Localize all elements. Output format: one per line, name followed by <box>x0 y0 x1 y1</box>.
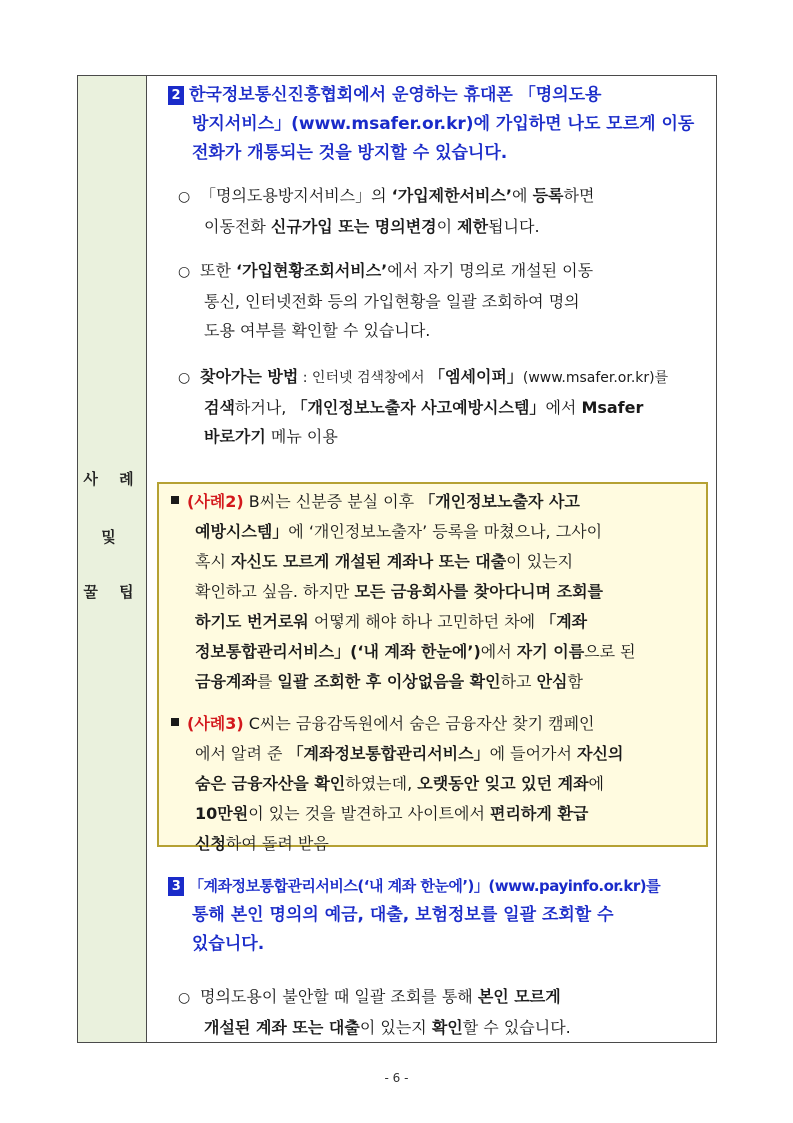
case-2: (사례2) B씨는 신분증 분실 이후 「개인정보노출자 사고 예방시스템」에 ‘개인정보노출자’ 등록을 마쳤으나, 그사이 혹시 자신도 모르게 개설된 계좌나 또는 대출이 있는지 확인하고 싶음. 하지만 모든 금융회사를 찾아다니며 조회를 하기도 번거로워 어떻게 해야 하나 고민하던 차에 「계좌 정보통합관리서비스」(‘내 계좌 한눈에’)에서 자기 이름으로 된 금융계좌를 일괄 조회한 후 이상없음을 확인하고 안심함 <box>171 487 696 697</box>
side-label-case: 사 례 <box>83 470 142 488</box>
case-examples-box <box>157 482 708 853</box>
side-column <box>78 76 147 1042</box>
circle-bullet-icon: ○ <box>178 189 191 205</box>
section-number-3: 3 <box>168 877 184 896</box>
bullet-subscription-status: ○ 또한 ‘가입현황조회서비스’에서 자기 명의로 개설된 이동 통신, 인터넷전화 등의 가입현황을 일괄 조회하여 명의 도용 여부를 확인할 수 있습니다. <box>178 256 710 345</box>
page-number: - 6 - <box>384 1071 409 1085</box>
section-number-2: 2 <box>168 86 184 105</box>
case-3: (사례3) C씨는 금융감독원에서 숨은 금융자산 찾기 캠페인 에서 알려 준 「계좌정보통합관리서비스」에 들어가서 자신의 숨은 금융자산을 확인하였는데, 오랫동안 잊고 있던 계좌에 10만원이 있는 것을 발견하고 사이트에서 편리하게 환급 신청하여 돌려 받음 <box>171 709 696 859</box>
square-bullet-icon <box>171 718 179 726</box>
bullet-check-anxiety: ○ 명의도용이 불안할 때 일괄 조회를 통해 본인 모르게 개설된 계좌 또는 대출이 있는지 확인할 수 있습니다. <box>178 982 710 1042</box>
bullet-how-to-find: ○ 찾아가는 방법 : 인터넷 검색창에서 「엠세이퍼」(www.msafer.or.kr)를 검색하거나, 「개인정보노출자 사고예방시스템」에서 Msafer 바로가기 메뉴 이용 <box>178 362 710 451</box>
circle-bullet-icon: ○ <box>178 990 191 1006</box>
square-bullet-icon <box>171 496 179 504</box>
circle-bullet-icon: ○ <box>178 370 191 386</box>
circle-bullet-icon: ○ <box>178 264 191 280</box>
section-3-heading: 3 「계좌정보통합관리서비스(‘내 계좌 한눈에’)」(www.payinfo.or.kr)를 통해 본인 명의의 예금, 대출, 보험정보를 일괄 조회할 수 있습니다. <box>168 872 713 959</box>
section-2-heading: 2 한국정보통신진흥협회에서 운영하는 휴대폰 「명의도용 방지서비스」(www.msafer.or.kr)에 가입하면 나도 모르게 이동 전화가 개통되는 것을 방지할 수 있습니다. <box>168 81 713 168</box>
side-label-and: 및 <box>101 528 124 546</box>
bullet-subscription-restriction: ○ 「명의도용방지서비스」의 ‘가입제한서비스’에 등록하면 이동전화 신규가입 또는 명의변경이 제한됩니다. <box>178 181 710 241</box>
side-label-tips: 꿀 팁 <box>83 583 142 601</box>
